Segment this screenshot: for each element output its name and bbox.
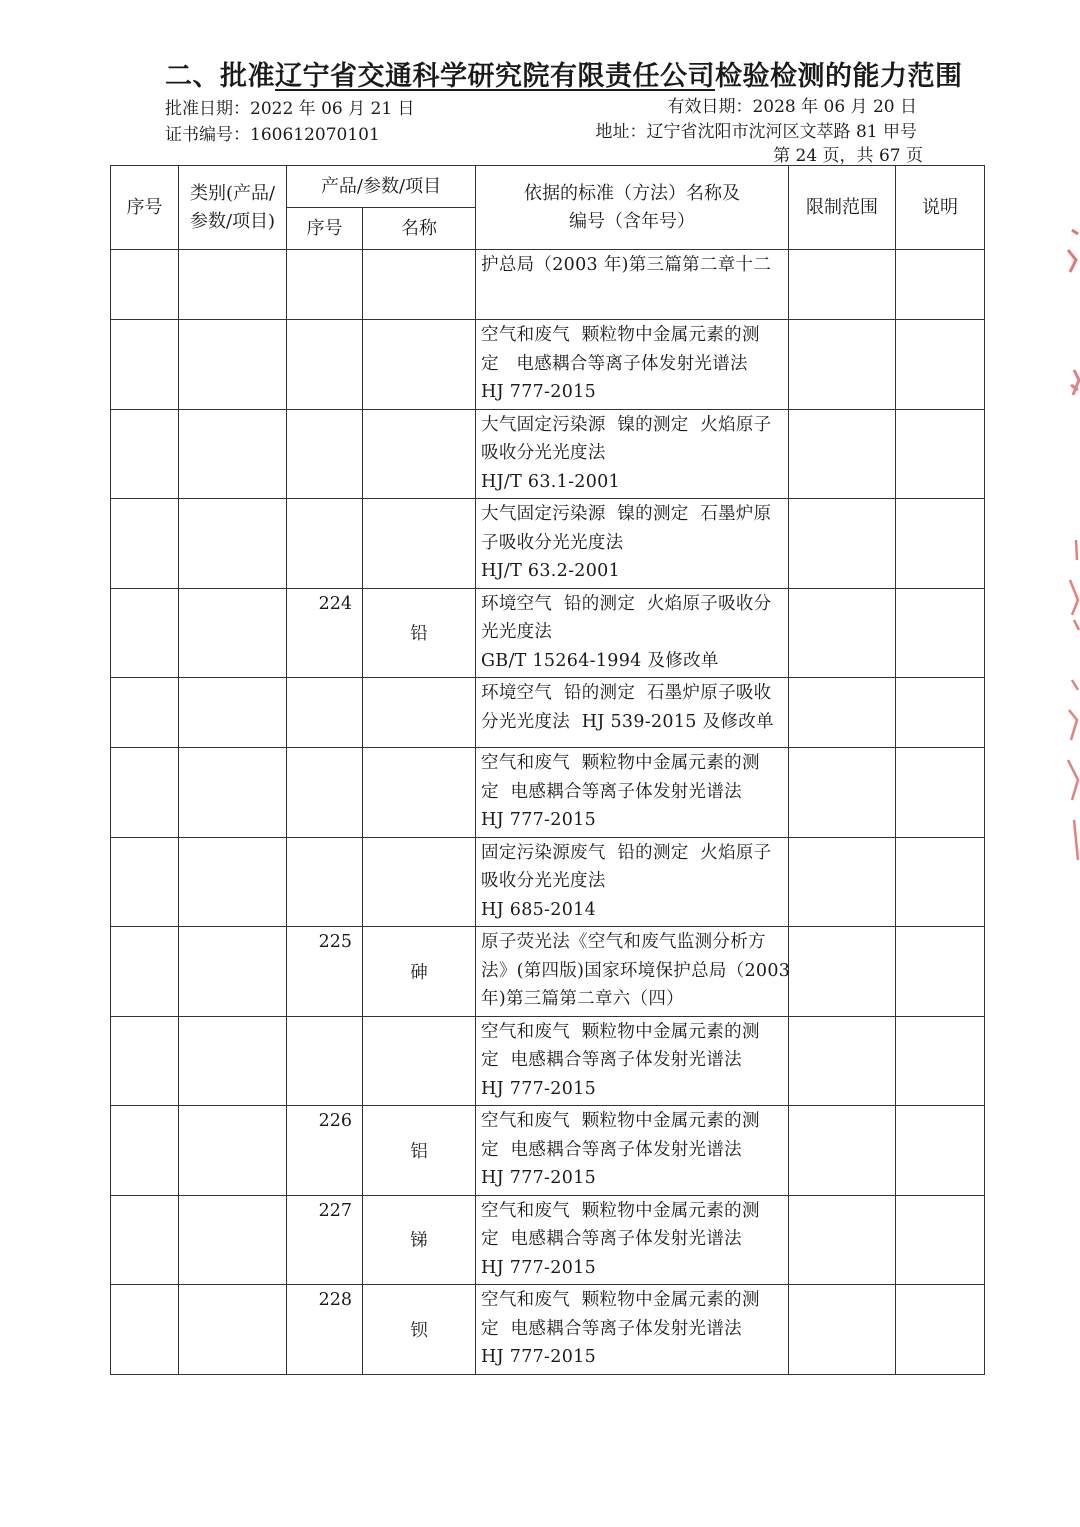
- cell-seq: [111, 927, 179, 1017]
- cell-item-name: [363, 409, 476, 499]
- standard-line: 空气和废气 颗粒物中金属元素的测: [481, 1021, 760, 1042]
- cell-standard: [476, 837, 789, 927]
- cell-item-number: [287, 748, 363, 838]
- standard-line: 护总局（2003 年)第三篇第二章十二: [481, 255, 772, 275]
- title-suffix: 检验检测的能力范围: [715, 61, 963, 92]
- cell-item-name: [363, 678, 476, 748]
- standard-line: 定 电感耦合等离子体发射光谱法: [481, 1139, 742, 1160]
- cell-item-number: [287, 499, 363, 589]
- certificate-number: 证书编号：160612070101: [165, 125, 380, 145]
- standard-line: 空气和废气 颗粒物中金属元素的测: [481, 1111, 760, 1131]
- cell-category: [179, 320, 287, 410]
- cell-seq: [111, 250, 179, 320]
- cell-category: [179, 1106, 287, 1196]
- cell-note: [896, 837, 985, 927]
- cell-limit: [789, 1195, 896, 1285]
- standard-line: 定 电感耦合等离子体发射光谱法: [481, 1229, 742, 1249]
- cell-item-name: [363, 320, 476, 410]
- standard-line: HJ/T 63.2-2001: [481, 561, 621, 581]
- cell-note: [896, 588, 985, 678]
- header-sub-name: 名称: [363, 208, 476, 250]
- cell-standard: [476, 1195, 789, 1285]
- standard-line: HJ/T 63.1-2001: [481, 471, 621, 492]
- cell-limit: [789, 499, 896, 589]
- cell-note: [896, 1285, 985, 1375]
- cell-standard: [476, 927, 789, 1017]
- cell-standard: [476, 250, 789, 320]
- standard-line: 法》(第四版)国家环境保护总局（2003: [481, 960, 791, 981]
- title-organization: 辽宁省交通科学研究院有限责任公司: [275, 61, 715, 92]
- approval-date: 批准日期：2022 年 06 月 21 日: [165, 99, 415, 119]
- cell-standard: [476, 1285, 789, 1375]
- address: 地址：辽宁省沈阳市沈河区文萃路 81 甲号: [595, 122, 917, 142]
- cell-category: [179, 837, 287, 927]
- cell-category: [179, 678, 287, 748]
- valid-date: 有效日期：2028 年 06 月 20 日: [667, 97, 917, 117]
- cell-seq: [111, 1106, 179, 1196]
- cell-seq: [111, 837, 179, 927]
- cell-limit: [789, 927, 896, 1017]
- cell-standard: [476, 1106, 789, 1196]
- cell-category: [179, 588, 287, 678]
- cell-standard: [476, 588, 789, 678]
- cell-note: [896, 1016, 985, 1106]
- standard-line: 空气和废气 颗粒物中金属元素的测: [481, 1200, 760, 1221]
- cell-note: [896, 320, 985, 410]
- standard-line: 环境空气 铅的测定 石墨炉原子吸收: [481, 683, 772, 703]
- standard-line: GB/T 15264-1994 及修改单: [481, 650, 719, 671]
- cell-limit: [789, 1016, 896, 1106]
- standard-line: HJ 777-2015: [481, 1257, 597, 1278]
- standard-line: 年)第三篇第二章六（四）: [481, 989, 684, 1009]
- table-row: [111, 320, 985, 410]
- cell-item-name: [363, 837, 476, 927]
- table-row: [111, 678, 985, 748]
- standard-line: 大气固定污染源 镍的测定 火焰原子: [481, 414, 772, 435]
- standard-line: 定 电感耦合等离子体发射光谱法: [481, 781, 742, 802]
- cell-seq: [111, 1285, 179, 1375]
- cell-note: [896, 1106, 985, 1196]
- cell-limit: [789, 837, 896, 927]
- cell-item-number: [287, 678, 363, 748]
- cell-category: [179, 250, 287, 320]
- cell-item-number: [287, 409, 363, 499]
- cell-item-number: 228: [287, 1285, 363, 1375]
- cell-item-number: [287, 1016, 363, 1106]
- standard-line: 光光度法: [481, 622, 553, 642]
- table-row: [111, 1016, 985, 1106]
- cell-standard: [476, 748, 789, 838]
- cell-seq: [111, 588, 179, 678]
- header-limit: 限制范围: [789, 166, 896, 250]
- standard-line: 原子荧光法《空气和废气监测分析方: [481, 932, 766, 952]
- cell-item-number: 226: [287, 1106, 363, 1196]
- cell-item-number: 224: [287, 588, 363, 678]
- cell-note: [896, 250, 985, 320]
- cell-standard: [476, 499, 789, 589]
- table-row: [111, 837, 985, 927]
- standard-line: 空气和废气 颗粒物中金属元素的测: [481, 1290, 760, 1310]
- cell-seq: [111, 499, 179, 589]
- header-standard: 依据的标准（方法）名称及编号（含年号）: [476, 166, 789, 250]
- standard-line: 定 电感耦合等离子体发射光谱法: [481, 1318, 742, 1339]
- header-category: 类别(产品/参数/项目): [179, 166, 287, 250]
- standard-line: HJ 777-2015: [481, 382, 597, 402]
- cell-item-number: 227: [287, 1195, 363, 1285]
- cell-seq: [111, 1195, 179, 1285]
- document-title: [165, 54, 963, 93]
- cell-item-number: 225: [287, 927, 363, 1017]
- cell-seq: [111, 1016, 179, 1106]
- standard-line: 吸收分光光度法: [481, 443, 606, 463]
- cell-note: [896, 1195, 985, 1285]
- header-product-group: 产品/参数/项目: [287, 166, 476, 208]
- cell-note: [896, 678, 985, 748]
- cell-item-name: 砷: [363, 927, 476, 1017]
- cell-seq: [111, 678, 179, 748]
- header-seq: 序号: [111, 166, 179, 250]
- table-row: [111, 1106, 985, 1196]
- cell-note: [896, 748, 985, 838]
- cell-item-name: [363, 499, 476, 589]
- cell-limit: [789, 588, 896, 678]
- cell-limit: [789, 320, 896, 410]
- cell-standard: [476, 1016, 789, 1106]
- standard-line: HJ 777-2015: [481, 1347, 597, 1367]
- cell-seq: [111, 748, 179, 838]
- standard-line: 吸收分光光度法: [481, 871, 606, 891]
- table-row: [111, 927, 985, 1017]
- cell-item-number: [287, 320, 363, 410]
- scope-table: [110, 165, 985, 1375]
- cell-limit: [789, 1106, 896, 1196]
- cell-limit: [789, 1285, 896, 1375]
- cell-limit: [789, 748, 896, 838]
- standard-line: 定 电感耦合等离子体发射光谱法: [481, 1050, 742, 1070]
- cell-limit: [789, 250, 896, 320]
- cell-item-name: 钡: [363, 1285, 476, 1375]
- cell-category: [179, 499, 287, 589]
- cell-item-name: [363, 748, 476, 838]
- title-prefix: 二、批准: [165, 61, 275, 92]
- header-sub-seq: 序号: [287, 208, 363, 250]
- cell-item-name: [363, 250, 476, 320]
- cell-standard: [476, 409, 789, 499]
- table-row: [111, 1195, 985, 1285]
- standard-line: HJ 777-2015: [481, 1078, 597, 1099]
- standard-line: 大气固定污染源 镍的测定 石墨炉原: [481, 504, 772, 524]
- cell-standard: [476, 320, 789, 410]
- table-row: [111, 499, 985, 589]
- table-row: [111, 1285, 985, 1375]
- cell-category: [179, 927, 287, 1017]
- cell-item-name: 锑: [363, 1195, 476, 1285]
- red-seal-stamp-fragment: [1056, 220, 1080, 880]
- standard-line: 空气和废气 颗粒物中金属元素的测: [481, 325, 760, 345]
- cell-note: [896, 927, 985, 1017]
- standard-line: 空气和废气 颗粒物中金属元素的测: [481, 753, 760, 773]
- cell-category: [179, 1016, 287, 1106]
- cell-category: [179, 409, 287, 499]
- standard-line: 固定污染源废气 铅的测定 火焰原子: [481, 842, 772, 863]
- cell-item-number: [287, 837, 363, 927]
- standard-line: HJ 685-2014: [481, 899, 597, 920]
- cell-limit: [789, 409, 896, 499]
- standard-line: HJ 777-2015: [481, 1168, 597, 1188]
- cell-standard: [476, 678, 789, 748]
- cell-note: [896, 409, 985, 499]
- standard-line: HJ 777-2015: [481, 810, 597, 830]
- cell-item-name: [363, 1016, 476, 1106]
- standard-line: 环境空气 铅的测定 火焰原子吸收分: [481, 593, 772, 614]
- cell-limit: [789, 678, 896, 748]
- header-note: 说明: [896, 166, 985, 250]
- cell-item-number: [287, 250, 363, 320]
- standard-line: 子吸收分光光度法: [481, 532, 624, 553]
- standard-line: 定 电感耦合等离子体发射光谱法: [481, 353, 748, 374]
- table-row: [111, 588, 985, 678]
- table-row: [111, 409, 985, 499]
- table-row: [111, 250, 985, 320]
- cell-seq: [111, 409, 179, 499]
- cell-category: [179, 1285, 287, 1375]
- cell-item-name: 铅: [363, 588, 476, 678]
- cell-category: [179, 748, 287, 838]
- cell-category: [179, 1195, 287, 1285]
- page-number: 第 24 页，共 67 页: [773, 146, 923, 166]
- table-row: [111, 748, 985, 838]
- cell-item-name: 铝: [363, 1106, 476, 1196]
- cell-note: [896, 499, 985, 589]
- standard-line: 分光光度法 HJ 539-2015 及修改单: [481, 711, 774, 732]
- cell-seq: [111, 320, 179, 410]
